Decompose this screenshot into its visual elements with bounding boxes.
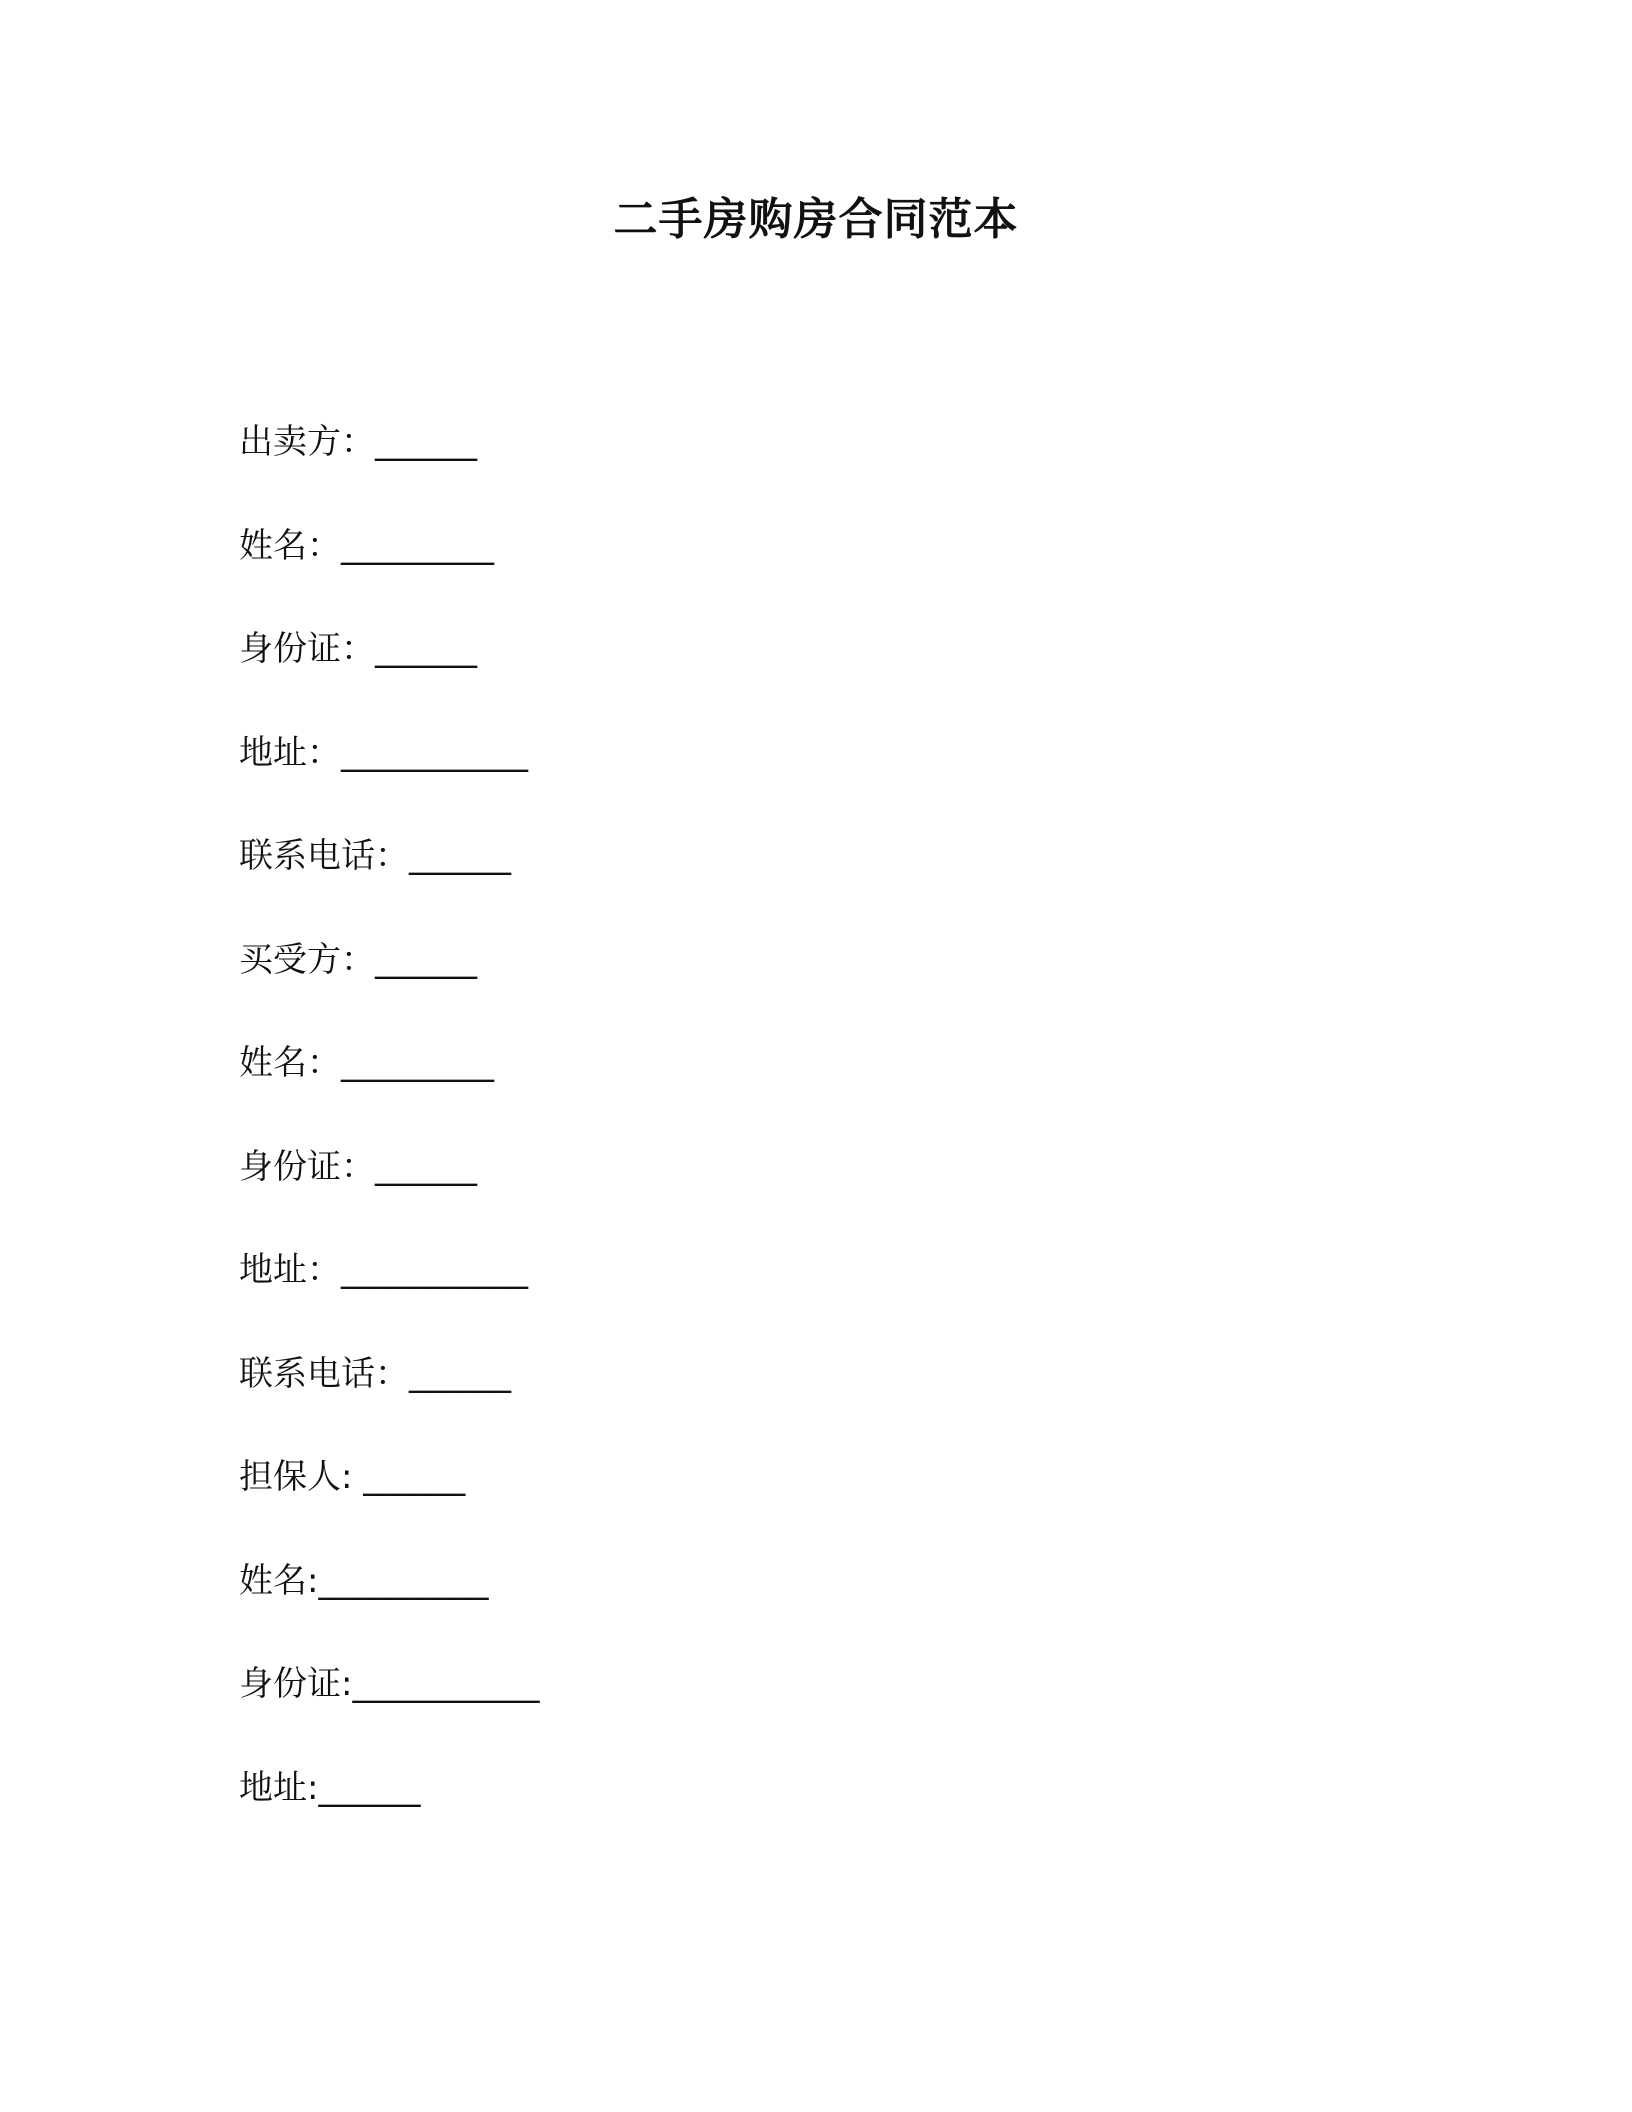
seller-address-line: 地址：___________	[239, 732, 528, 773]
guarantor-address-line: 地址:______	[239, 1767, 421, 1808]
buyer-address-line: 地址：___________	[239, 1250, 528, 1290]
buyer-phone-line: 联系电话：______	[239, 1353, 511, 1394]
seller-id-line: 身份证：______	[239, 629, 477, 669]
guarantor-id-line: 身份证:___________	[239, 1664, 540, 1704]
seller-phone-line: 联系电话：______	[239, 836, 511, 876]
buyer-name-line: 姓名：_________	[239, 1043, 494, 1083]
guarantor-heading: 担保人: ______	[239, 1457, 466, 1497]
contract-party-fields	[239, 418, 1389, 1867]
seller-heading: 出卖方：______	[239, 422, 477, 462]
document-title: 二手房购房合同范本	[613, 194, 1019, 245]
buyer-heading: 买受方：______	[239, 939, 477, 980]
buyer-id-line: 身份证：______	[239, 1146, 477, 1187]
guarantor-name-line: 姓名:__________	[239, 1560, 489, 1601]
seller-name-line: 姓名：_________	[239, 525, 494, 566]
